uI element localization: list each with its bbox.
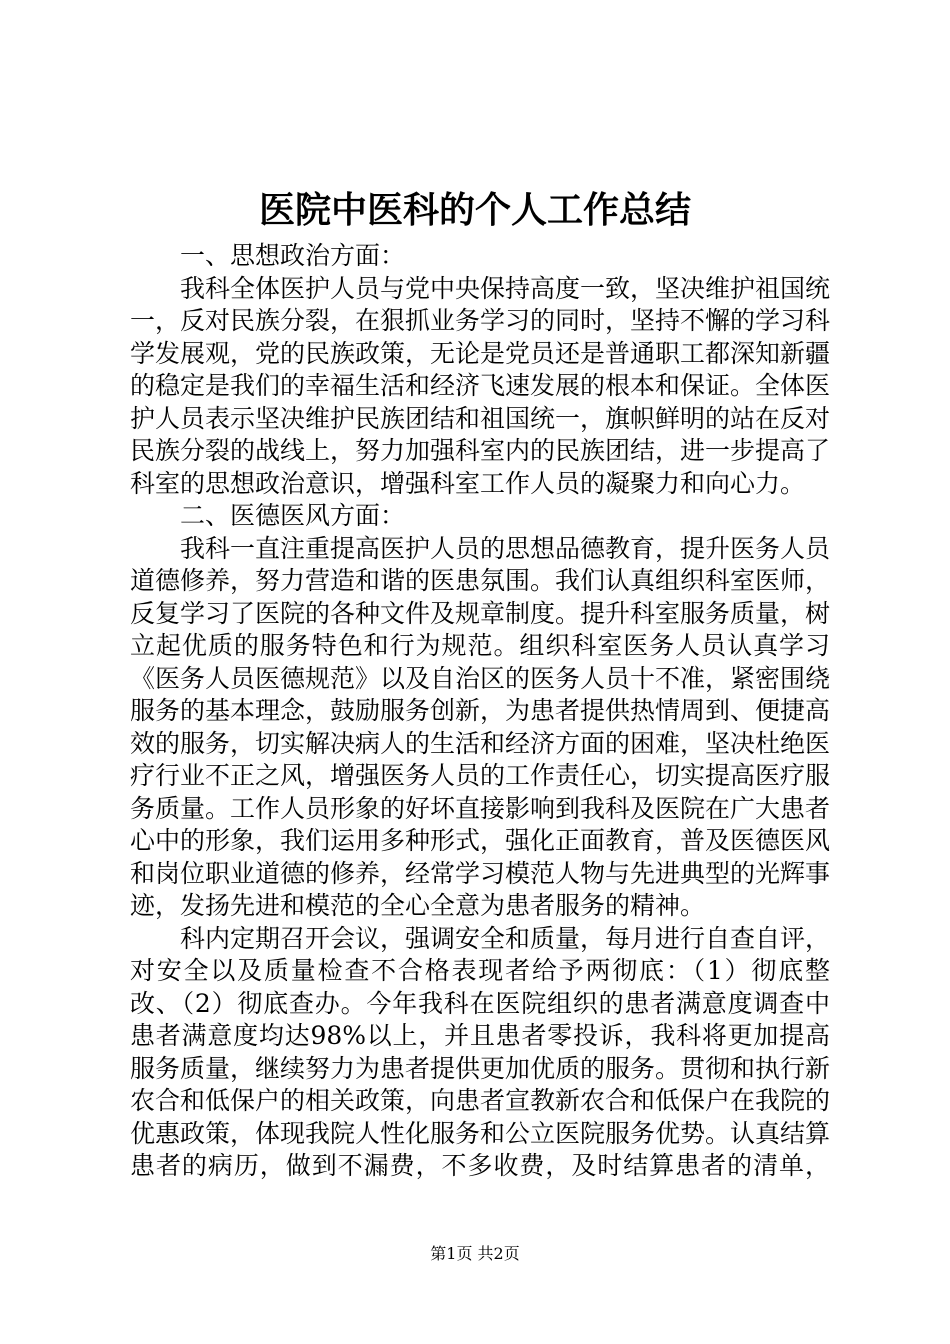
document-body: [130, 240, 830, 1183]
document-title: 医院中医科的个人工作总结: [258, 189, 691, 231]
page-number-footer: 第1页 共2页: [430, 1244, 520, 1263]
paragraph-ethics: 我科一直注重提高医护人员的思想品德教育，提升医务人员道德修养，努力营造和谐的医患氛围。我们认真组织科室医师，反复学习了医院的各种文件及规章制度。提升科室服务质量，树立起优质的服务特色和行为规范。组织科室医务人员认真学习《医务人员医德规范》以及自治区的医务人员十不准，紧密围绕服务的基本理念，鼓励服务创新，为患者提供热情周到、便捷高效的服务，切实解决病人的生活和经济方面的困难，坚决杜绝医疗行业不正之风，增强医务人员的工作责任心，切实提高医疗服务质量。工作人员形象的好坏直接影响到我科及医院在广大患者心中的形象，我们运用多种形式，强化正面教育，普及医德医风和岗位职业道德的修养，经常学习模范人物与先进典型的光辉事迹，发扬先进和模范的全心全意为患者服务的精神。: [130, 533, 831, 920]
section-heading-politics: 一、思想政治方面：: [180, 241, 406, 270]
paragraph-quality: 科内定期召开会议，强调安全和质量，每月进行自查自评，对安全以及质量检查不合格表现者给予两彻底：（1）彻底整改、（2）彻底查办。今年我科在医院组织的患者满意度调查中患者满意度均达98%以上，并且患者零投诉，我科将更加提高服务质量，继续努力为患者提供更加优质的服务。贯彻和执行新农合和低保户的相关政策，向患者宣教新农合和低保户在我院的优惠政策，体现我院人性化服务和公立医院服务优势。认真结算患者的病历，做到不漏费，不多收费，及时结算患者的清单，: [130, 923, 831, 1180]
paragraph-politics: 我科全体医护人员与党中央保持高度一致，坚决维护祖国统一，反对民族分裂，在狠抓业务学习的同时，坚持不懈的学习科学发展观，党的民族政策，无论是党员还是普通职工都深知新疆的稳定是我们的幸福生活和经济飞速发展的根本和保证。全体医护人员表示坚决维护民族团结和祖国统一，旗帜鲜明的站在反对民族分裂的战线上，努力加强科室内的民族团结，进一步提高了科室的思想政治意识，增强科室工作人员的凝聚力和向心力。: [130, 273, 831, 498]
section-heading-ethics: 二、医德医风方面：: [180, 501, 406, 530]
